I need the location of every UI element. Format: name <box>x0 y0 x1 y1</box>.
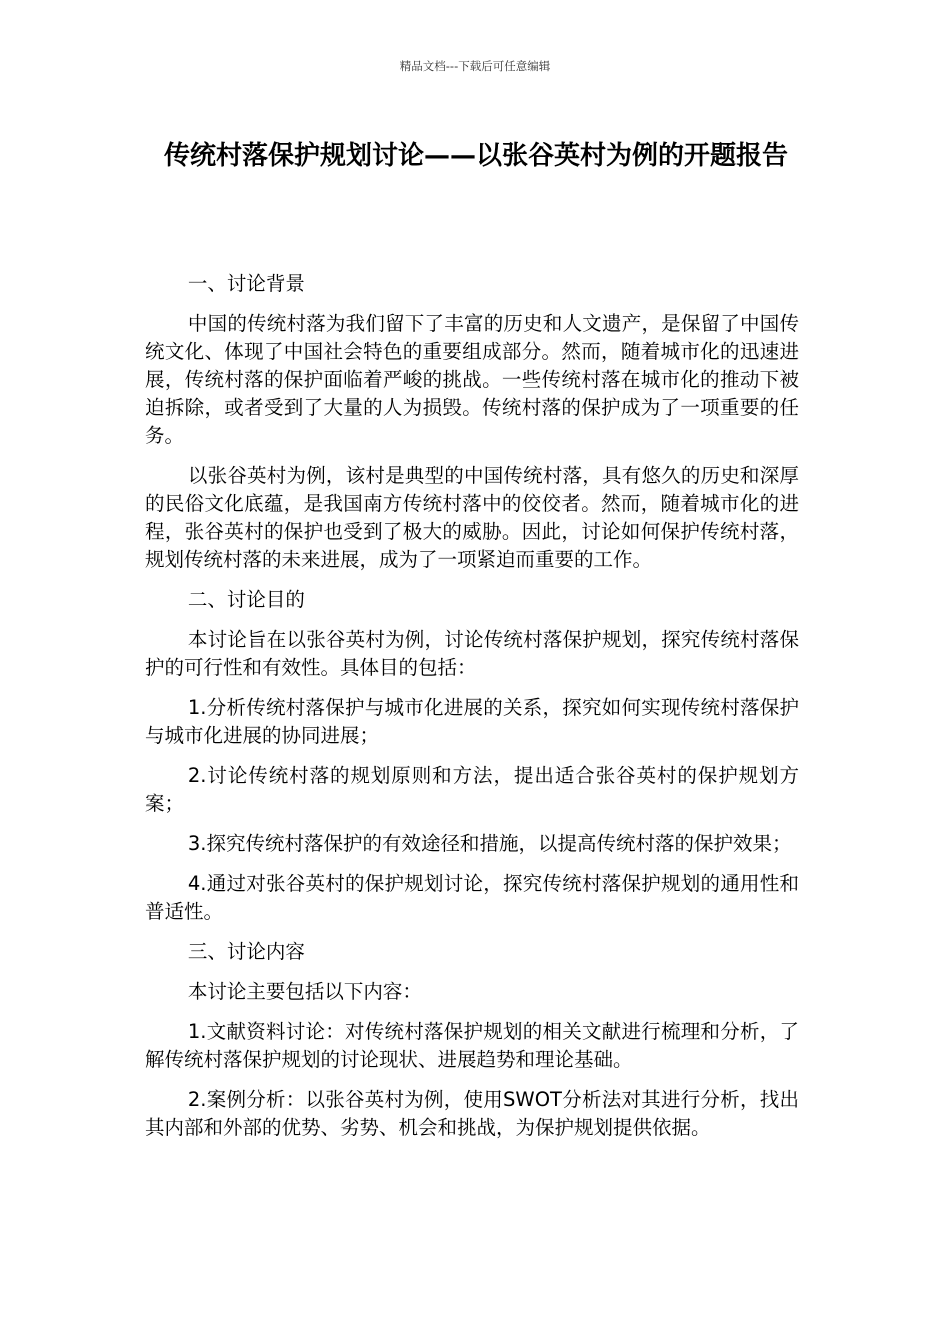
paragraph: 本讨论主要包括以下内容： <box>187 980 422 1003</box>
list-item: 2.讨论传统村落的规划原则和方法，提出适合张谷英村的保护规划方案； <box>145 764 799 815</box>
section-heading-content: 三、讨论内容 <box>187 940 305 963</box>
list-item: 4.通过对张谷英村的保护规划讨论，探究传统村落保护规划的通用性和普适性。 <box>145 872 799 923</box>
list-item: 3.探究传统村落保护的有效途径和措施，以提高传统村落的保护效果； <box>187 832 792 855</box>
document-body <box>145 270 799 1154</box>
document-title: 传统村落保护规划讨论——以张谷英村为例的开题报告 <box>163 141 788 171</box>
list-item: 2.案例分析：以张谷英村为例，使用SWOT分析法对其进行分析，找出其内部和外部的优势、劣势、机会和挑战，为保护规划提供依据。 <box>145 1088 799 1139</box>
paragraph: 本讨论旨在以张谷英村为例，讨论传统村落保护规划，探究传统村落保护的可行性和有效性。具体目的包括： <box>145 628 799 679</box>
paragraph: 中国的传统村落为我们留下了丰富的历史和人文遗产，是保留了中国传统文化、体现了中国社会特色的重要组成部分。然而，随着城市化的迅速进展，传统村落的保护面临着严峻的挑战。一些传统村落在城市化的推动下被迫拆除，或者受到了大量的人为损毁。传统村落的保护成为了一项重要的任务。 <box>145 312 799 447</box>
paragraph: 以张谷英村为例，该村是典型的中国传统村落，具有悠久的历史和深厚的民俗文化底蕴，是我国南方传统村落中的佼佼者。然而，随着城市化的进程，张谷英村的保护也受到了极大的威胁。因此，讨论如何保护传统村落，规划传统村落的未来进展，成为了一项紧迫而重要的工作。 <box>145 464 799 571</box>
header-note: 精品文档---下载后可任意编辑 <box>399 59 551 73</box>
list-item: 1.文献资料讨论：对传统村落保护规划的相关文献进行梳理和分析，了解传统村落保护规划的讨论现状、进展趋势和理论基础。 <box>145 1020 799 1071</box>
list-item: 1.分析传统村落保护与城市化进展的关系，探究如何实现传统村落保护与城市化进展的协同进展； <box>145 696 799 747</box>
section-heading-purpose: 二、讨论目的 <box>187 588 305 611</box>
section-heading-background: 一、讨论背景 <box>187 272 305 295</box>
